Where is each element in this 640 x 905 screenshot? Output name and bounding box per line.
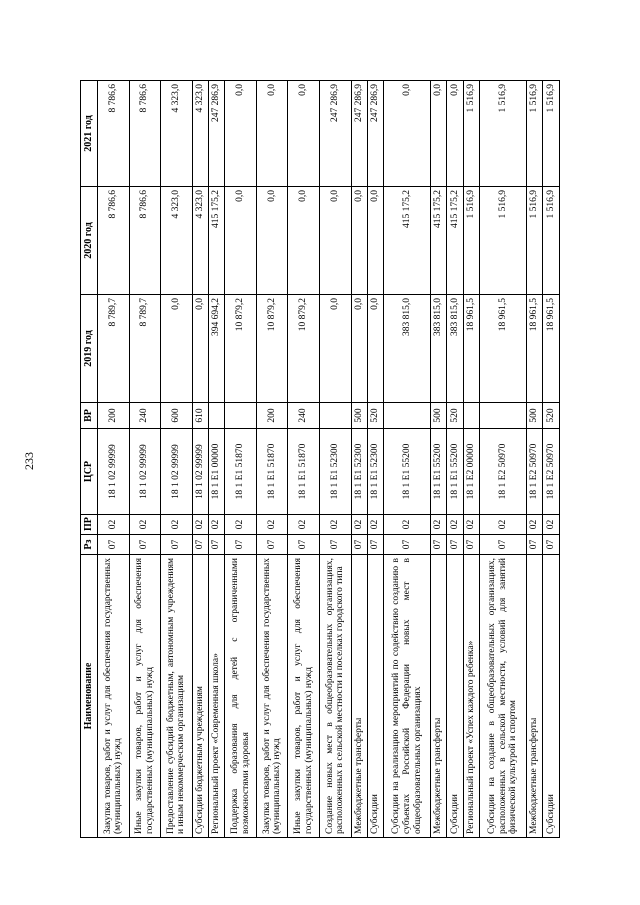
cell-vr: 500 bbox=[430, 403, 446, 429]
cell-pr: 02 bbox=[129, 515, 161, 535]
cell-rz: 07 bbox=[480, 535, 527, 555]
cell-vr bbox=[480, 403, 527, 429]
cell-name: Межбюджетные трансферты bbox=[430, 555, 446, 838]
table-row bbox=[209, 81, 225, 838]
cell-2020: 0,0 bbox=[351, 187, 367, 295]
cell-csr: 18 1 02 99999 bbox=[129, 429, 161, 515]
cell-csr: 18 1 E1 55200 bbox=[384, 429, 431, 515]
cell-2021: 4 323,0 bbox=[192, 81, 208, 187]
header-csr: ЦСР bbox=[81, 429, 98, 515]
cell-2021: 4 323,0 bbox=[161, 81, 193, 187]
cell-vr: 500 bbox=[526, 403, 542, 429]
cell-name: Субсидии на реализацию мероприятий по содействию созданию в субъектах Российской Федерации новых мест в общеобразовательных организациях bbox=[384, 555, 431, 838]
cell-rz: 07 bbox=[351, 535, 367, 555]
cell-csr: 18 1 E2 50970 bbox=[480, 429, 527, 515]
cell-pr: 02 bbox=[98, 515, 130, 535]
cell-csr: 18 1 02 99999 bbox=[98, 429, 130, 515]
cell-2021: 1 516,9 bbox=[463, 81, 479, 187]
cell-name: Субсидии на создание в общеобразовательных организациях, расположенных в сельской местности, условий для занятий физической культурой и спортом bbox=[480, 555, 527, 838]
cell-2021: 247 286,9 bbox=[320, 81, 352, 187]
cell-pr: 02 bbox=[367, 515, 383, 535]
cell-2020: 8 786,6 bbox=[98, 187, 130, 295]
cell-2019: 383 815,0 bbox=[447, 295, 463, 403]
header-pr: ПР bbox=[81, 515, 98, 535]
cell-name: Предоставление субсидий бюджетным, автономным учреждениям и иным некоммерческим организациям bbox=[161, 555, 193, 838]
cell-pr: 02 bbox=[543, 515, 560, 535]
cell-csr: 18 1 E1 00000 bbox=[209, 429, 225, 515]
table-row bbox=[447, 81, 463, 838]
cell-pr: 02 bbox=[351, 515, 367, 535]
table-row bbox=[256, 81, 288, 838]
cell-vr: 520 bbox=[367, 403, 383, 429]
cell-pr: 02 bbox=[256, 515, 288, 535]
table-row bbox=[192, 81, 208, 838]
cell-csr: 18 1 E1 52300 bbox=[320, 429, 352, 515]
cell-rz: 07 bbox=[447, 535, 463, 555]
cell-csr: 18 1 E2 00000 bbox=[463, 429, 479, 515]
cell-rz: 07 bbox=[129, 535, 161, 555]
table-row bbox=[384, 81, 431, 838]
cell-vr bbox=[463, 403, 479, 429]
cell-rz: 07 bbox=[209, 535, 225, 555]
cell-csr: 18 1 E1 51870 bbox=[288, 429, 320, 515]
cell-vr: 520 bbox=[447, 403, 463, 429]
cell-vr: 200 bbox=[98, 403, 130, 429]
cell-2019: 0,0 bbox=[351, 295, 367, 403]
cell-csr: 18 1 E1 52300 bbox=[367, 429, 383, 515]
cell-csr: 18 1 E1 51870 bbox=[225, 429, 257, 515]
cell-rz: 07 bbox=[430, 535, 446, 555]
cell-vr: 610 bbox=[192, 403, 208, 429]
cell-pr: 02 bbox=[225, 515, 257, 535]
cell-2021: 247 286,9 bbox=[351, 81, 367, 187]
header-2021: 2021 год bbox=[81, 81, 98, 187]
cell-name: Региональный проект «Успех каждого ребенка» bbox=[463, 555, 479, 838]
table-row bbox=[225, 81, 257, 838]
cell-2020: 4 323,0 bbox=[161, 187, 193, 295]
cell-vr: 200 bbox=[256, 403, 288, 429]
cell-pr: 02 bbox=[526, 515, 542, 535]
cell-name: Поддержка образования для детей с ограниченными возможностями здоровья bbox=[225, 555, 257, 838]
cell-2019: 10 879,2 bbox=[256, 295, 288, 403]
table-row bbox=[367, 81, 383, 838]
cell-2021: 0,0 bbox=[430, 81, 446, 187]
cell-2019: 0,0 bbox=[192, 295, 208, 403]
cell-csr: 18 1 E2 50970 bbox=[526, 429, 542, 515]
cell-2020: 4 323,0 bbox=[192, 187, 208, 295]
cell-pr: 02 bbox=[430, 515, 446, 535]
table-row bbox=[526, 81, 542, 838]
cell-2021: 1 516,9 bbox=[480, 81, 527, 187]
table-row bbox=[320, 81, 352, 838]
cell-name: Закупка товаров, работ и услуг для обеспечения государственных (муниципальных) нужд bbox=[256, 555, 288, 838]
cell-2020: 0,0 bbox=[288, 187, 320, 295]
cell-vr: 520 bbox=[543, 403, 560, 429]
cell-csr: 18 1 02 99999 bbox=[192, 429, 208, 515]
cell-vr bbox=[225, 403, 257, 429]
cell-rz: 07 bbox=[256, 535, 288, 555]
cell-2021: 1 516,9 bbox=[543, 81, 560, 187]
cell-pr: 02 bbox=[463, 515, 479, 535]
cell-2019: 18 961,5 bbox=[480, 295, 527, 403]
cell-2021: 0,0 bbox=[225, 81, 257, 187]
cell-2020: 415 175,2 bbox=[384, 187, 431, 295]
header-rz: Рз bbox=[81, 535, 98, 555]
cell-2021: 1 516,9 bbox=[526, 81, 542, 187]
cell-name: Межбюджетные трансферты bbox=[526, 555, 542, 838]
header-2020: 2020 год bbox=[81, 187, 98, 295]
cell-csr: 18 1 02 99999 bbox=[161, 429, 193, 515]
cell-2021: 8 786,6 bbox=[129, 81, 161, 187]
cell-rz: 07 bbox=[161, 535, 193, 555]
table-row bbox=[351, 81, 367, 838]
cell-rz: 07 bbox=[288, 535, 320, 555]
cell-pr: 02 bbox=[320, 515, 352, 535]
cell-csr: 18 1 E1 51870 bbox=[256, 429, 288, 515]
cell-name: Субсидии бюджетным учреждениям bbox=[192, 555, 208, 838]
cell-2020: 1 516,9 bbox=[543, 187, 560, 295]
cell-2021: 0,0 bbox=[384, 81, 431, 187]
table-row bbox=[463, 81, 479, 838]
cell-2021: 0,0 bbox=[288, 81, 320, 187]
cell-name: Субсидии bbox=[367, 555, 383, 838]
cell-rz: 07 bbox=[384, 535, 431, 555]
cell-rz: 07 bbox=[526, 535, 542, 555]
cell-rz: 07 bbox=[192, 535, 208, 555]
cell-vr bbox=[320, 403, 352, 429]
table-row bbox=[543, 81, 560, 838]
cell-2020: 415 175,2 bbox=[447, 187, 463, 295]
cell-name: Иные закупки товаров, работ и услуг для обеспечения государственных (муниципальных) нужд bbox=[129, 555, 161, 838]
table-row bbox=[430, 81, 446, 838]
header-2019: 2019 год bbox=[81, 295, 98, 403]
cell-2021: 247 286,9 bbox=[209, 81, 225, 187]
cell-2020: 0,0 bbox=[225, 187, 257, 295]
cell-vr: 240 bbox=[129, 403, 161, 429]
cell-2019: 383 815,0 bbox=[430, 295, 446, 403]
cell-2021: 0,0 bbox=[447, 81, 463, 187]
table-row bbox=[480, 81, 527, 838]
cell-2020: 415 175,2 bbox=[209, 187, 225, 295]
cell-2019: 394 694,2 bbox=[209, 295, 225, 403]
cell-pr: 02 bbox=[384, 515, 431, 535]
cell-pr: 02 bbox=[192, 515, 208, 535]
table-row bbox=[161, 81, 193, 838]
cell-2019: 0,0 bbox=[367, 295, 383, 403]
budget-table bbox=[80, 80, 560, 838]
cell-2019: 0,0 bbox=[161, 295, 193, 403]
cell-vr: 240 bbox=[288, 403, 320, 429]
cell-2019: 10 879,2 bbox=[288, 295, 320, 403]
cell-name: Межбюджетные трансферты bbox=[351, 555, 367, 838]
cell-pr: 02 bbox=[161, 515, 193, 535]
cell-rz: 07 bbox=[98, 535, 130, 555]
cell-name: Субсидии bbox=[543, 555, 560, 838]
cell-2019: 18 961,5 bbox=[526, 295, 542, 403]
cell-2021: 0,0 bbox=[256, 81, 288, 187]
table-row bbox=[288, 81, 320, 838]
cell-vr bbox=[384, 403, 431, 429]
cell-csr: 18 1 E1 55200 bbox=[430, 429, 446, 515]
cell-2020: 1 516,9 bbox=[463, 187, 479, 295]
cell-vr: 600 bbox=[161, 403, 193, 429]
header-vr: ВР bbox=[81, 403, 98, 429]
cell-vr: 500 bbox=[351, 403, 367, 429]
table-row bbox=[129, 81, 161, 838]
cell-2019: 0,0 bbox=[320, 295, 352, 403]
cell-2020: 8 786,6 bbox=[129, 187, 161, 295]
cell-name: Субсидии bbox=[447, 555, 463, 838]
table-header-row bbox=[81, 81, 98, 838]
cell-2019: 10 879,2 bbox=[225, 295, 257, 403]
cell-rz: 07 bbox=[225, 535, 257, 555]
cell-2020: 0,0 bbox=[256, 187, 288, 295]
cell-pr: 02 bbox=[209, 515, 225, 535]
cell-2020: 0,0 bbox=[320, 187, 352, 295]
cell-2020: 0,0 bbox=[367, 187, 383, 295]
cell-2019: 8 789,7 bbox=[129, 295, 161, 403]
table-row bbox=[98, 81, 130, 838]
cell-name: Региональный проект «Современная школа» bbox=[209, 555, 225, 838]
cell-rz: 07 bbox=[463, 535, 479, 555]
cell-2021: 8 786,6 bbox=[98, 81, 130, 187]
cell-csr: 18 1 E1 52300 bbox=[351, 429, 367, 515]
cell-2020: 1 516,9 bbox=[526, 187, 542, 295]
cell-2019: 383 815,0 bbox=[384, 295, 431, 403]
cell-vr bbox=[209, 403, 225, 429]
cell-rz: 07 bbox=[367, 535, 383, 555]
cell-2019: 8 789,7 bbox=[98, 295, 130, 403]
cell-csr: 18 1 E1 55200 bbox=[447, 429, 463, 515]
cell-2020: 1 516,9 bbox=[480, 187, 527, 295]
page-number: 233 bbox=[22, 452, 36, 470]
header-name: Наименование bbox=[81, 555, 98, 838]
cell-2020: 415 175,2 bbox=[430, 187, 446, 295]
cell-name: Создание новых мест в общеобразовательных организациях, расположенных в сельской местности и поселках городского типа bbox=[320, 555, 352, 838]
cell-name: Закупка товаров, работ и услуг для обеспечения государственных (муниципальных) нужд bbox=[98, 555, 130, 838]
cell-2019: 18 961,5 bbox=[463, 295, 479, 403]
cell-2021: 247 286,9 bbox=[367, 81, 383, 187]
budget-table-rotated bbox=[80, 81, 560, 838]
cell-pr: 02 bbox=[447, 515, 463, 535]
cell-2019: 18 961,5 bbox=[543, 295, 560, 403]
cell-csr: 18 1 E2 50970 bbox=[543, 429, 560, 515]
cell-name: Иные закупки товаров, работ и услуг для обеспечения государственных (муниципальных) нужд bbox=[288, 555, 320, 838]
cell-rz: 07 bbox=[543, 535, 560, 555]
cell-pr: 02 bbox=[288, 515, 320, 535]
cell-pr: 02 bbox=[480, 515, 527, 535]
cell-rz: 07 bbox=[320, 535, 352, 555]
